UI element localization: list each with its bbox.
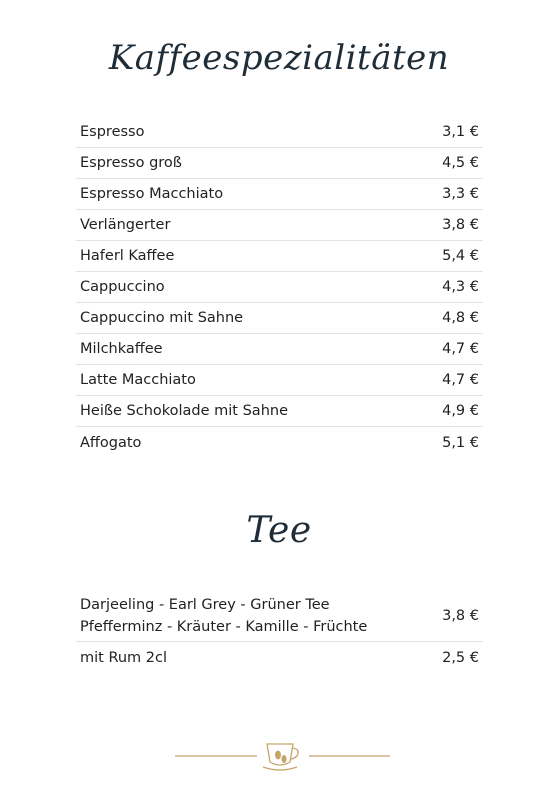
menu-item — [76, 334, 483, 365]
coffee-section-title: Kaffeespezialitäten — [108, 38, 450, 78]
item-price: 4,8 € — [442, 310, 479, 326]
item-name: Haferl Kaffee — [80, 248, 175, 264]
item-price: 4,5 € — [442, 155, 479, 171]
item-name: Affogato — [80, 434, 142, 451]
item-price: 3,8 € — [442, 608, 479, 624]
menu-item — [76, 148, 483, 179]
item-name-line: Pfefferminz - Kräuter - Kamille - Früchte — [80, 619, 368, 635]
item-price: 5,1 € — [442, 434, 479, 451]
footer-ornament — [175, 738, 390, 774]
menu-item — [76, 179, 483, 210]
item-name: Latte Macchiato — [80, 372, 196, 388]
item-price: 5,4 € — [442, 248, 479, 264]
coffee-cup-icon — [175, 738, 390, 774]
menu-item — [76, 396, 483, 427]
item-name — [80, 594, 367, 638]
menu-item — [76, 117, 483, 148]
tea-section-title: Tee — [246, 510, 312, 551]
menu-item — [76, 365, 483, 396]
menu-item — [76, 272, 483, 303]
item-price: 4,7 € — [442, 341, 479, 357]
menu-item — [76, 427, 483, 458]
menu-item — [76, 303, 483, 334]
menu-item — [76, 642, 483, 673]
menu-item — [76, 241, 483, 272]
item-price: 3,3 € — [442, 186, 479, 202]
item-name-line: Darjeeling - Earl Grey - Grüner Tee — [80, 597, 330, 613]
item-price: 3,1 € — [442, 124, 479, 140]
item-name: mit Rum 2cl — [80, 649, 168, 666]
item-name: Cappuccino mit Sahne — [80, 310, 244, 326]
item-price: 3,8 € — [442, 217, 479, 233]
item-price: 4,3 € — [442, 279, 479, 295]
item-price: 4,7 € — [442, 372, 479, 388]
menu-item — [76, 591, 483, 642]
item-name: Espresso Macchiato — [80, 186, 224, 202]
tea-menu-list — [76, 591, 483, 673]
item-name: Heiße Schokolade mit Sahne — [80, 403, 288, 419]
menu-item — [76, 210, 483, 241]
item-name: Cappuccino — [80, 279, 165, 295]
coffee-menu-list — [76, 117, 483, 458]
item-name: Espresso — [80, 124, 145, 140]
item-name: Milchkaffee — [80, 341, 163, 357]
item-price: 4,9 € — [442, 403, 479, 419]
item-name: Verlängerter — [80, 217, 171, 233]
item-price: 2,5 € — [442, 649, 479, 666]
item-name: Espresso groß — [80, 155, 182, 171]
